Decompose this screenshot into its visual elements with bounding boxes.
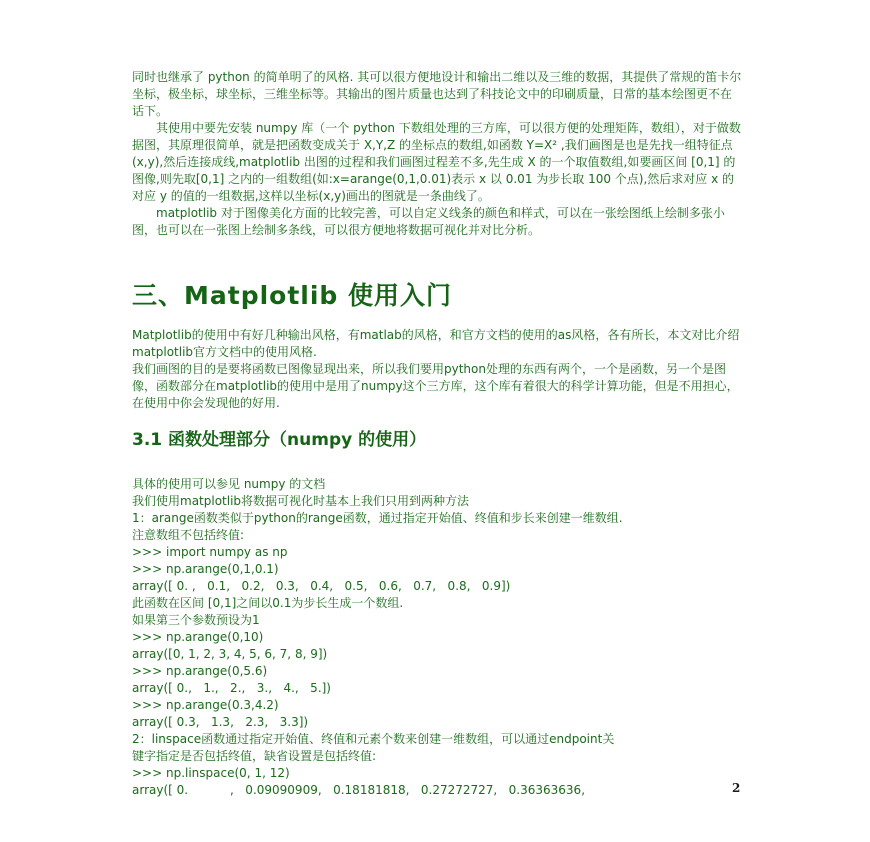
subsection-heading: 3.1 函数处理部分（numpy 的使用） bbox=[132, 430, 427, 450]
code-line: array([ 0.3, 1.3, 2.3, 3.3]) bbox=[132, 715, 309, 729]
code-line: >>> np.arange(0,5.6) bbox=[132, 664, 268, 678]
page-number: 2 bbox=[732, 781, 741, 795]
code-line: >>> np.arange(0.3,4.2) bbox=[132, 698, 279, 712]
section-intro-paragraph: Matplotlib的使用中有好几种输出风格，有matlab的风格，和官方文档的使用的as风格，各有所长，本文对比介绍matplotlib官方文档中的使用风格. bbox=[132, 328, 740, 359]
content-line: 此函数在区间 [0,1]之间以0.1为步长生成一个数组. bbox=[132, 596, 404, 610]
content-line: 注意数组不包括终值: bbox=[132, 528, 245, 542]
code-line: >>> np.arange(0,10) bbox=[132, 630, 264, 644]
intro-paragraph: 同时也继承了 python 的简单明了的风格. 其可以很方便地设计和输出二维以及三维的数据，其提供了常规的笛卡尔坐标，极坐标，球坐标，三维坐标等。其输出的图片质量也达到了科技论文中的印刷质量，日常的基本绘图更不在话下。 bbox=[132, 70, 742, 118]
content-line: 我们使用matplotlib将数据可视化时基本上我们只用到两种方法 bbox=[132, 494, 470, 508]
section-purpose-paragraph: 我们画图的目的是要将函数已图像显现出来，所以我们要用python处理的东西有两个，一个是函数，另一个是图像，函数部分在matplotlib的使用中是用了numpy这个三方库，这个库有着很大的科学计算功能，但是不用担心，在使用中你会发现他的好用. bbox=[132, 362, 739, 410]
code-line: array([ 0. , 0.1, 0.2, 0.3, 0.4, 0.5, 0.6, 0.7, 0.8, 0.9]) bbox=[132, 579, 511, 593]
styling-paragraph: matplotlib 对于图像美化方面的比较完善，可以自定义线条的颜色和样式，可以在一张绘图纸上绘制多张小图，也可以在一张图上绘制多条线，可以很方便地将数据可视化并对比分析。 bbox=[132, 206, 725, 237]
content-lines bbox=[132, 476, 752, 799]
code-line: array([0, 1, 2, 3, 4, 5, 6, 7, 8, 9]) bbox=[132, 647, 328, 661]
code-line: >>> np.linspace(0, 1, 12) bbox=[132, 766, 290, 780]
content-line: 2：linspace函数通过指定开始值、终值和元素个数来创建一维数组，可以通过endpoint关 bbox=[132, 732, 615, 746]
content-line: 如果第三个参数预设为1 bbox=[132, 613, 260, 627]
numpy-paragraph: 其使用中要先安装 numpy 库（一个 python 下数组处理的三方库，可以很方便的处理矩阵，数组），对于做数据图，其原理很简单，就是把函数变成关于 X,Y,Z 的坐标点的数组,如函数 Y=X² ,我们画图是也是先找一组特征点(x,y),然后连接成线,matplotlib 出图的过程和我们画图过程差不多,先生成 X 的一个取值数组,如要画区间 [0,1] 的图像,则先取[0,1] 之内的一组数组(如:x=arange(0,1,0.01)表示 x 以 0.01 为步长取 100 个点),然后求对应 x 的对应 y 的值的一组数据,这样以坐标(x,y)画出的图就是一条曲线了。 bbox=[132, 121, 741, 203]
content-line: 1：arange函数类似于python的range函数，通过指定开始值、终值和步长来创建一维数组. bbox=[132, 511, 623, 525]
content-line: 具体的使用可以参见 numpy 的文档 bbox=[132, 477, 326, 491]
code-line: >>> np.arange(0,1,0.1) bbox=[132, 562, 279, 576]
code-line: array([ 0., 1., 2., 3., 4., 5.]) bbox=[132, 681, 331, 695]
content-line: 键字指定是否包括终值，缺省设置是包括终值: bbox=[132, 749, 377, 763]
code-line: >>> import numpy as np bbox=[132, 545, 288, 559]
section-heading: 三、Matplotlib 使用入门 bbox=[132, 281, 453, 310]
code-line: array([ 0. , 0.09090909, 0.18181818, 0.27272727, 0.36363636, bbox=[132, 783, 586, 797]
